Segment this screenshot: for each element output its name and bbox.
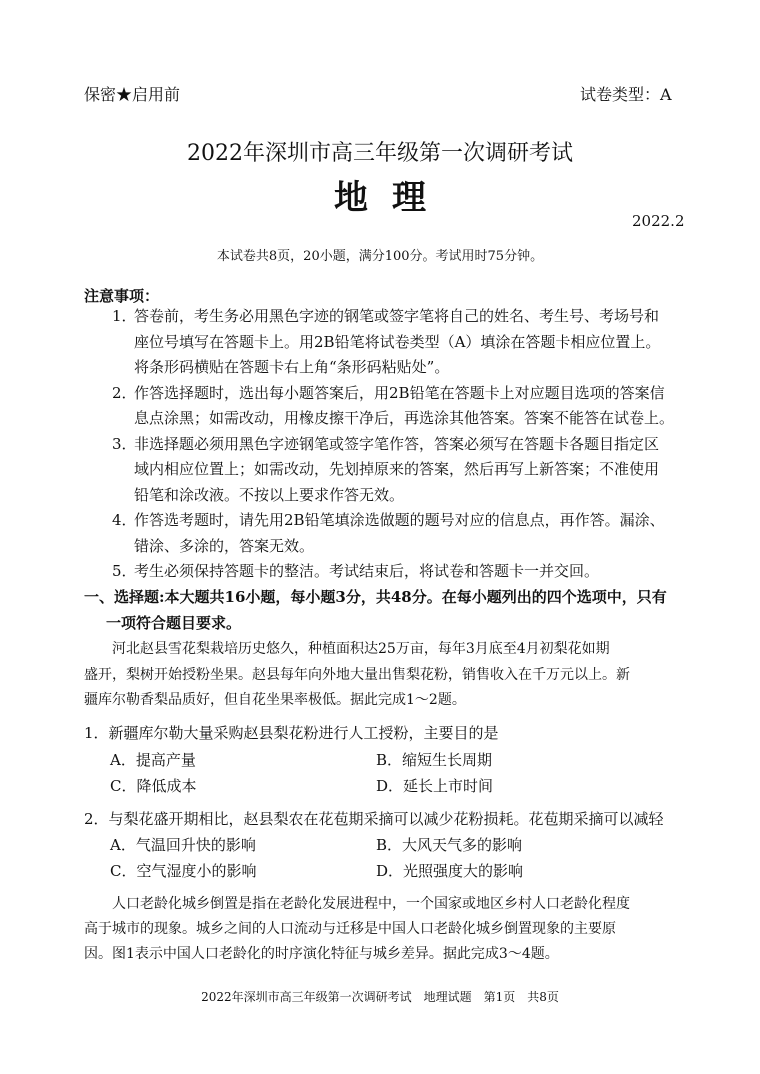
confidential-label: 保密★启用前 [84,85,181,104]
notice-item-line: 答卷前，考生务必用黑色字迹的钢笔或签字笔将自己的姓名、考生号、考场号和 [134,307,660,325]
notice-item-line: 座位号填写在答题卡上。用2B铅笔将试卷类型（A）填涂在答题卡相应位置上。 [134,333,661,351]
passage-line: 高于城市的现象。城乡之间的人口流动与迁移是中国人口老龄化城乡倒置现象的主要原 [84,921,616,937]
passage-line: 因。图1表示中国人口老龄化的时序演化特征与城乡差异。据此完成3～4题。 [84,946,559,962]
exam-date: 2022.2 [632,212,685,230]
notice-item-line: 作答选择题时，选出每小题答案后，用2B铅笔在答题卡上对应题目选项的答案信 [134,384,665,402]
question-stem: 1．新疆库尔勒大量采购赵县梨花粉进行人工授粉，主要目的是 [84,724,499,742]
paper-type-label: 试卷类型：A [580,85,672,104]
option-a: A．提高产量 [110,751,196,769]
section-heading-cont: 一项符合题目要求。 [106,614,242,632]
notice-item-number: 3． [112,435,137,453]
notice-item-line: 错涂、多涂的，答案无效。 [134,537,315,555]
option-c: C．空气湿度小的影响 [110,862,257,880]
notice-item-line: 非选择题必须用黑色字迹钢笔或签字笔作答，答案必须写在答题卡各题目指定区 [134,435,660,453]
notice-item-number: 5． [112,562,137,580]
notice-item-number: 2． [112,384,137,402]
notice-item-line: 铅笔和涂改液。不按以上要求作答无效。 [134,486,405,504]
notice-item-line: 考生必须保持答题卡的整洁。考试结束后，将试卷和答题卡一并交回。 [134,562,600,580]
notice-item-line: 息点涂黑；如需改动，用橡皮擦干净后，再选涂其他答案。答案不能答在试卷上。 [134,409,675,427]
section-heading: 一、选择题:本大题共16小题，每小题3分，共48分。在每小题列出的四个选项中，只有 [84,588,667,606]
exam-title: 2022年深圳市高三年级第一次调研考试 [187,141,573,166]
question-stem: 2．与梨花盛开期相比，赵县梨农在花苞期采摘可以减少花粉损耗。花苞期采摘可以减轻 [84,810,664,828]
notice-item-line: 将条形码横贴在答题卡右上角“条形码粘贴处”。 [134,358,450,376]
option-c: C．降低成本 [110,777,197,795]
option-b: B．缩短生长周期 [376,751,493,769]
notice-item-line: 域内相应位置上；如需改动，先划掉原来的答案，然后再写上新答案；不准使用 [134,460,660,478]
passage-line: 河北赵县雪花梨栽培历史悠久，种植面积达25万亩，每年3月底至4月初梨花如期 [112,641,610,657]
passage-line: 人口老龄化城乡倒置是指在老龄化发展进程中，一个国家或地区乡村人口老龄化程度 [112,896,630,912]
notice-item-number: 4． [112,511,137,529]
option-a: A．气温回升快的影响 [110,836,256,854]
passage-line: 疆库尔勒香梨品质好，但自花坐果率极低。据此完成1～2题。 [84,692,466,708]
exam-info: 本试卷共8页，20小题，满分100分。考试用时75分钟。 [216,249,544,264]
option-d: D．延长上市时间 [376,777,494,795]
page-footer: 2022年深圳市高三年级第一次调研考试 地理试题 第1页 共8页 [201,990,559,1004]
option-d: D．光照强度大的影响 [376,862,524,880]
subject-title: 地理 [334,178,450,218]
passage-line: 盛开，梨树开始授粉坐果。赵县每年向外地大量出售梨花粉，销售收入在千万元以上。新 [84,667,630,683]
notice-item-line: 作答选考题时，请先用2B铅笔填涂选做题的题号对应的信息点，再作答。漏涂、 [134,511,665,529]
notice-heading: 注意事项： [84,287,160,305]
option-b: B．大风天气多的影响 [376,836,523,854]
notice-item-number: 1． [112,307,137,325]
